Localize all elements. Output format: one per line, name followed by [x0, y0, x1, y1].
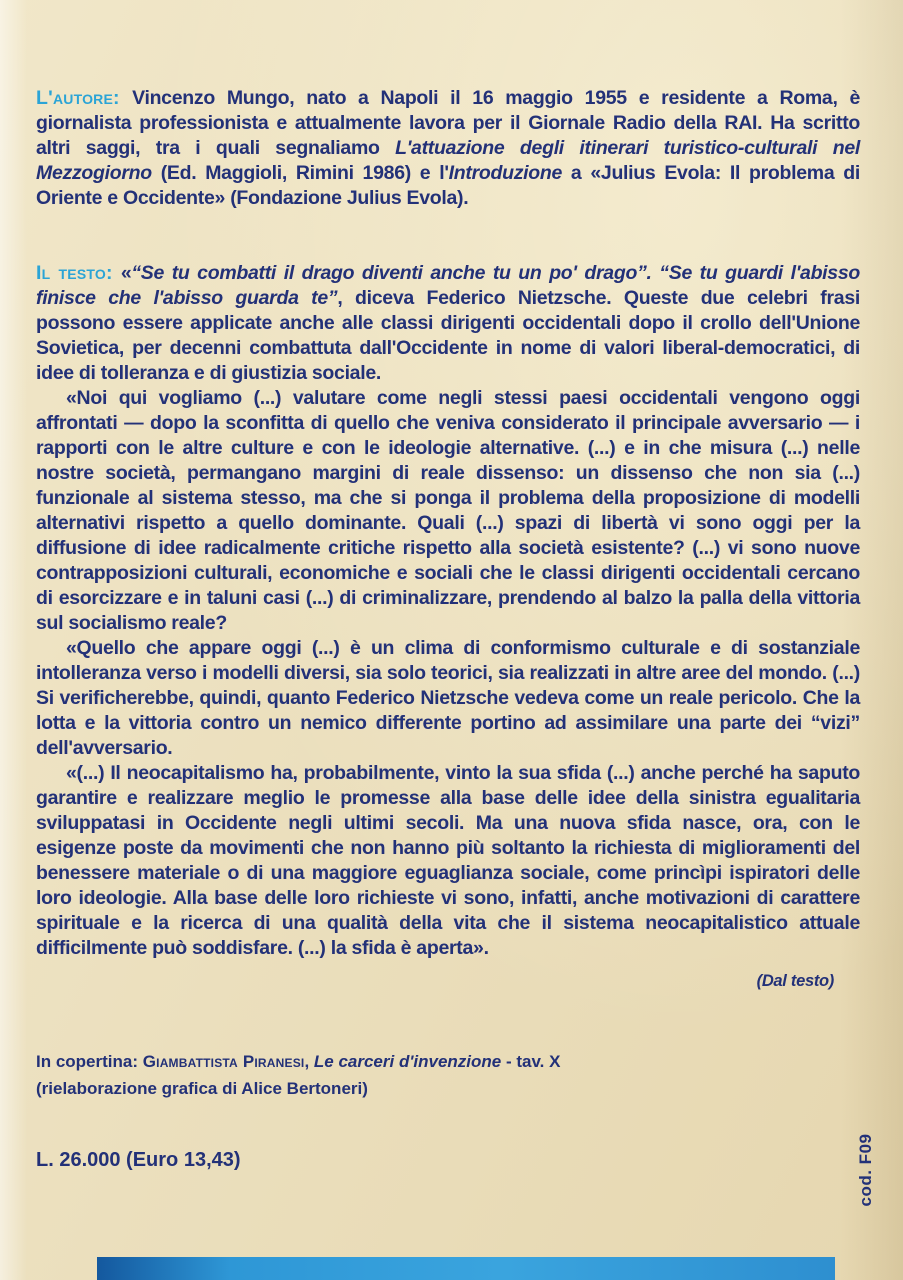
cover-text-block	[36, 86, 860, 1173]
text-segment: Le carceri d'invenzione	[313, 1052, 502, 1071]
paragraph	[36, 761, 860, 961]
attribution: (Dal testo)	[756, 972, 834, 990]
cover-credit	[36, 1048, 860, 1102]
text-segment: Introduzione	[448, 162, 563, 184]
section-label: L'autore:	[36, 87, 133, 109]
text-segment: In copertina:	[36, 1052, 143, 1071]
text-segment: L'attuazione degli itinerari turistico-culturali nel Mezzogiorno	[36, 137, 860, 184]
text-segment: «	[120, 262, 132, 284]
text-segment: «Quello che appare oggi (...) è un clima di conformismo culturale e di sostanziale intolleranza verso i modelli diversi, sia solo teorici, sia realizzati in altre aree del mondo. (...) Si verificherebbe, quindi, quanto Federico Nietzsche vedeva come un reale pericolo. Che la lotta e la vittoria contro un nemico differente portino ad assimilare una parte dei “vizi” dell'avversario.	[36, 637, 860, 759]
text-section	[36, 261, 860, 961]
text-segment: «(...) Il neocapitalismo ha, probabilmente, vinto la sua sfida (...) anche perché ha saputo garantire e realizzare meglio le promesse alla base delle idee della sinistra egualitaria sviluppatasi in Occidente negli ultimi secoli. Ma una nuova sfida nasce, ora, con le esigenze poste da movimenti che non hanno più soltanto la richiesta di miglioramenti del benessere materiale o di una maggiore eguaglianza sociale, come princìpi ispiratori delle loro ideologie. Alla base delle loro richieste vi sono, infatti, anche motivazioni di carattere spirituale e la ricerca di una qualità della vita che il sistema neocapitalistico attuale difficilmente può soddisfare. (...) la sfida è aperta».	[36, 762, 860, 959]
bottom-color-bar	[97, 1257, 835, 1280]
paragraph	[36, 636, 860, 761]
text-segment: (rielaborazione grafica di Alice Bertoneri)	[36, 1079, 368, 1098]
text-segment: - tav. X	[501, 1052, 561, 1071]
paragraph	[36, 386, 860, 636]
paragraph	[36, 1075, 860, 1102]
text-segment: «Noi qui vogliamo (...) valutare come negli stessi paesi occidentali vengono oggi affrontati — dopo la sconfitta di quello che veniva considerato il principale avversario — i rapporti con le altre culture e con le ideologie alternative. (...) e in che misura (...) nelle nostre società, permangano margini di reale dissenso: un dissenso che non sia (...) funzionale al sistema stesso, ma che si ponga il problema della proposizione di modelli alternativi rispetto a quello dominante. Quali (...) spazi di libertà vi sono oggi per la diffusione di idee radicalmente critiche rispetto alla società esistente? (...) vi sono nuove contrapposizioni culturali, economiche e sociali che le classi dirigenti occidentali cercano di esorcizzare e in taluni casi (...) di criminalizzare, prendendo al balzo la palla della vittoria sul socialismo reale?	[36, 387, 860, 634]
text-segment: Giambattista Piranesi	[142, 1052, 305, 1071]
text-segment: Vincenzo Mungo, nato a Napoli il 16 maggio 1955 e residente a Roma, è giornalista professionista e attualmente lavora per il Giornale Radio della RAI. Ha scritto altri saggi, tra i quali segnaliamo	[36, 87, 860, 159]
text-segment: (Ed. Maggioli, Rimini 1986) e l'	[151, 162, 449, 184]
price: L. 26.000 (Euro 13,43)	[36, 1149, 241, 1171]
text-segment: a «Julius Evola: Il problema di Oriente e Occidente» (Fondazione Julius Evola).	[36, 162, 860, 209]
paragraph	[36, 86, 860, 211]
text-segment: , diceva Federico Nietzsche. Queste due celebri frasi possono essere applicate anche alle classi dirigenti occidentali dopo il crollo dell'Unione Sovietica, per decenni combattuta dall'Occidente in nome di valori liberal-democratici, di idee di tolleranza e di giustizia sociale.	[36, 287, 860, 384]
paragraph	[36, 261, 860, 386]
text-segment: ,	[304, 1052, 314, 1071]
text-segment: “Se tu combatti il drago diventi anche tu un po' drago”. “Se tu guardi l'abisso finisce che l'abisso guarda te”	[36, 262, 861, 309]
paragraph	[36, 1048, 860, 1075]
publisher-code: cod. F09	[856, 1133, 875, 1207]
author-section	[36, 86, 860, 211]
section-label: Il testo:	[36, 262, 121, 284]
